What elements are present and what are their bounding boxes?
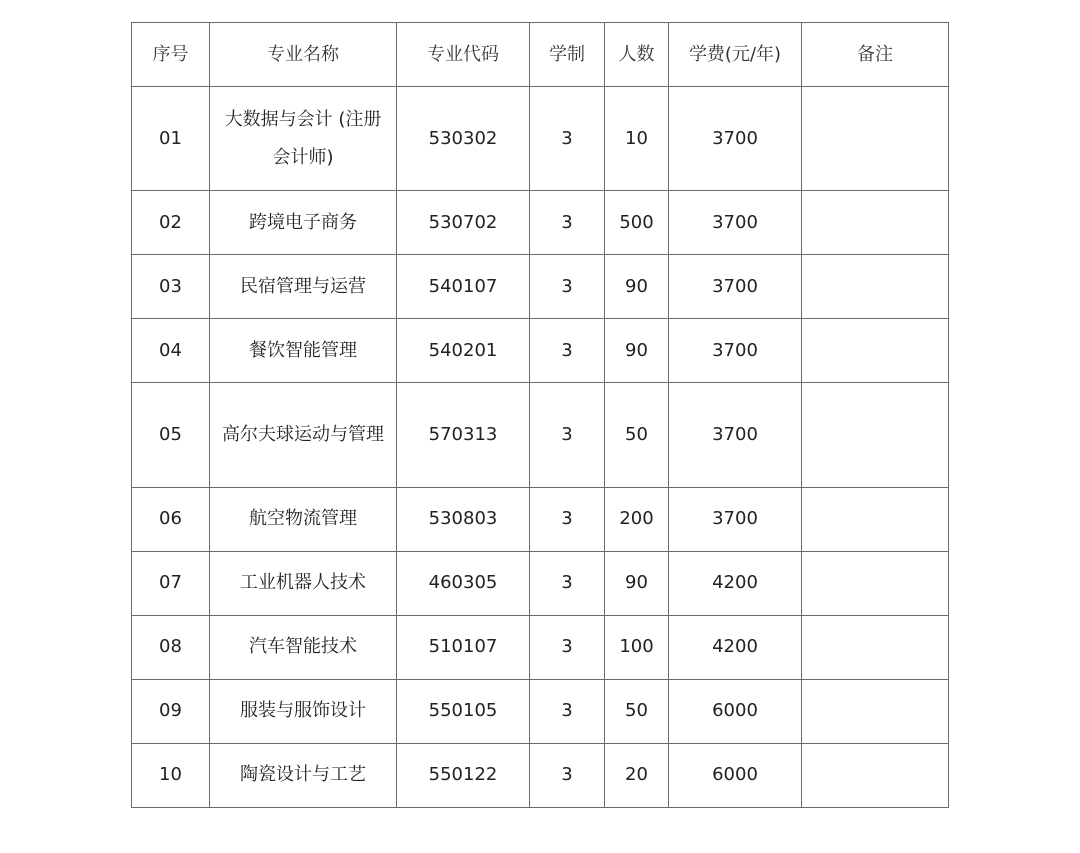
- cell-enrollment: 200: [605, 487, 669, 551]
- cell-major-name: [210, 87, 397, 191]
- cell-enrollment: 50: [605, 679, 669, 743]
- cell-duration: 3: [530, 191, 605, 255]
- cell-enrollment: 90: [605, 319, 669, 383]
- cell-major-code: 570313: [397, 383, 530, 487]
- header-cell-duration: 学制: [530, 23, 605, 87]
- cell-notes: [802, 191, 949, 255]
- cell-major-code: 530702: [397, 191, 530, 255]
- cell-notes: [802, 743, 949, 807]
- cell-major-code: 530803: [397, 487, 530, 551]
- cell-index: 07: [132, 551, 210, 615]
- cell-enrollment: 50: [605, 383, 669, 487]
- cell-major-name: 餐饮智能管理: [210, 319, 397, 383]
- cell-index: 09: [132, 679, 210, 743]
- table-row: [132, 319, 949, 383]
- table-row: [132, 551, 949, 615]
- cell-major-name: 陶瓷设计与工艺: [210, 743, 397, 807]
- cell-major-name: 工业机器人技术: [210, 551, 397, 615]
- major-name-text: 高尔夫球运动与管理: [222, 423, 384, 445]
- header-cell-major-name: 专业名称: [210, 23, 397, 87]
- cell-index: 08: [132, 615, 210, 679]
- cell-index: 06: [132, 487, 210, 551]
- table-row: [132, 615, 949, 679]
- table-row: [132, 255, 949, 319]
- header-cell-enrollment: 人数: [605, 23, 669, 87]
- cell-tuition: 6000: [669, 743, 802, 807]
- cell-duration: 3: [530, 615, 605, 679]
- cell-enrollment: 90: [605, 255, 669, 319]
- cell-major-name: 服装与服饰设计: [210, 679, 397, 743]
- cell-notes: [802, 255, 949, 319]
- cell-notes: [802, 551, 949, 615]
- cell-enrollment: 500: [605, 191, 669, 255]
- cell-major-code: 530302: [397, 87, 530, 191]
- cell-enrollment: 90: [605, 551, 669, 615]
- cell-notes: [802, 87, 949, 191]
- cell-enrollment: 100: [605, 615, 669, 679]
- cell-tuition: 6000: [669, 679, 802, 743]
- cell-duration: 3: [530, 383, 605, 487]
- cell-index: 05: [132, 383, 210, 487]
- header-cell-tuition: 学费(元/年): [669, 23, 802, 87]
- cell-major-code: 540201: [397, 319, 530, 383]
- cell-duration: 3: [530, 319, 605, 383]
- cell-tuition: 3700: [669, 191, 802, 255]
- cell-major-name: 航空物流管理: [210, 487, 397, 551]
- cell-tuition: 4200: [669, 551, 802, 615]
- cell-major-name: 汽车智能技术: [210, 615, 397, 679]
- cell-index: 04: [132, 319, 210, 383]
- cell-major-code: 550122: [397, 743, 530, 807]
- header-cell-notes: 备注: [802, 23, 949, 87]
- header-cell-index: 序号: [132, 23, 210, 87]
- cell-tuition: 4200: [669, 615, 802, 679]
- cell-tuition: 3700: [669, 255, 802, 319]
- cell-index: 02: [132, 191, 210, 255]
- cell-duration: 3: [530, 551, 605, 615]
- cell-enrollment: 10: [605, 87, 669, 191]
- cell-notes: [802, 383, 949, 487]
- table-row: [132, 383, 949, 487]
- majors-table: [131, 22, 949, 808]
- cell-duration: 3: [530, 487, 605, 551]
- cell-major-code: 460305: [397, 551, 530, 615]
- cell-major-name: [210, 383, 397, 487]
- cell-index: 10: [132, 743, 210, 807]
- table-row: [132, 487, 949, 551]
- cell-tuition: 3700: [669, 319, 802, 383]
- cell-duration: 3: [530, 255, 605, 319]
- header-cell-major-code: 专业代码: [397, 23, 530, 87]
- cell-enrollment: 20: [605, 743, 669, 807]
- cell-duration: 3: [530, 743, 605, 807]
- cell-notes: [802, 319, 949, 383]
- table-row: [132, 191, 949, 255]
- cell-duration: 3: [530, 87, 605, 191]
- cell-tuition: 3700: [669, 383, 802, 487]
- table-row: [132, 743, 949, 807]
- major-name-text: 大数据与会计 (注册会计师): [224, 108, 382, 168]
- cell-index: 03: [132, 255, 210, 319]
- cell-notes: [802, 487, 949, 551]
- cell-index: 01: [132, 87, 210, 191]
- table-header-row: [132, 23, 949, 87]
- cell-tuition: 3700: [669, 487, 802, 551]
- cell-notes: [802, 679, 949, 743]
- table-row: [132, 87, 949, 191]
- table-row: [132, 679, 949, 743]
- cell-major-code: 510107: [397, 615, 530, 679]
- cell-tuition: 3700: [669, 87, 802, 191]
- cell-major-code: 550105: [397, 679, 530, 743]
- cell-duration: 3: [530, 679, 605, 743]
- cell-notes: [802, 615, 949, 679]
- cell-major-name: 跨境电子商务: [210, 191, 397, 255]
- cell-major-name: 民宿管理与运营: [210, 255, 397, 319]
- cell-major-code: 540107: [397, 255, 530, 319]
